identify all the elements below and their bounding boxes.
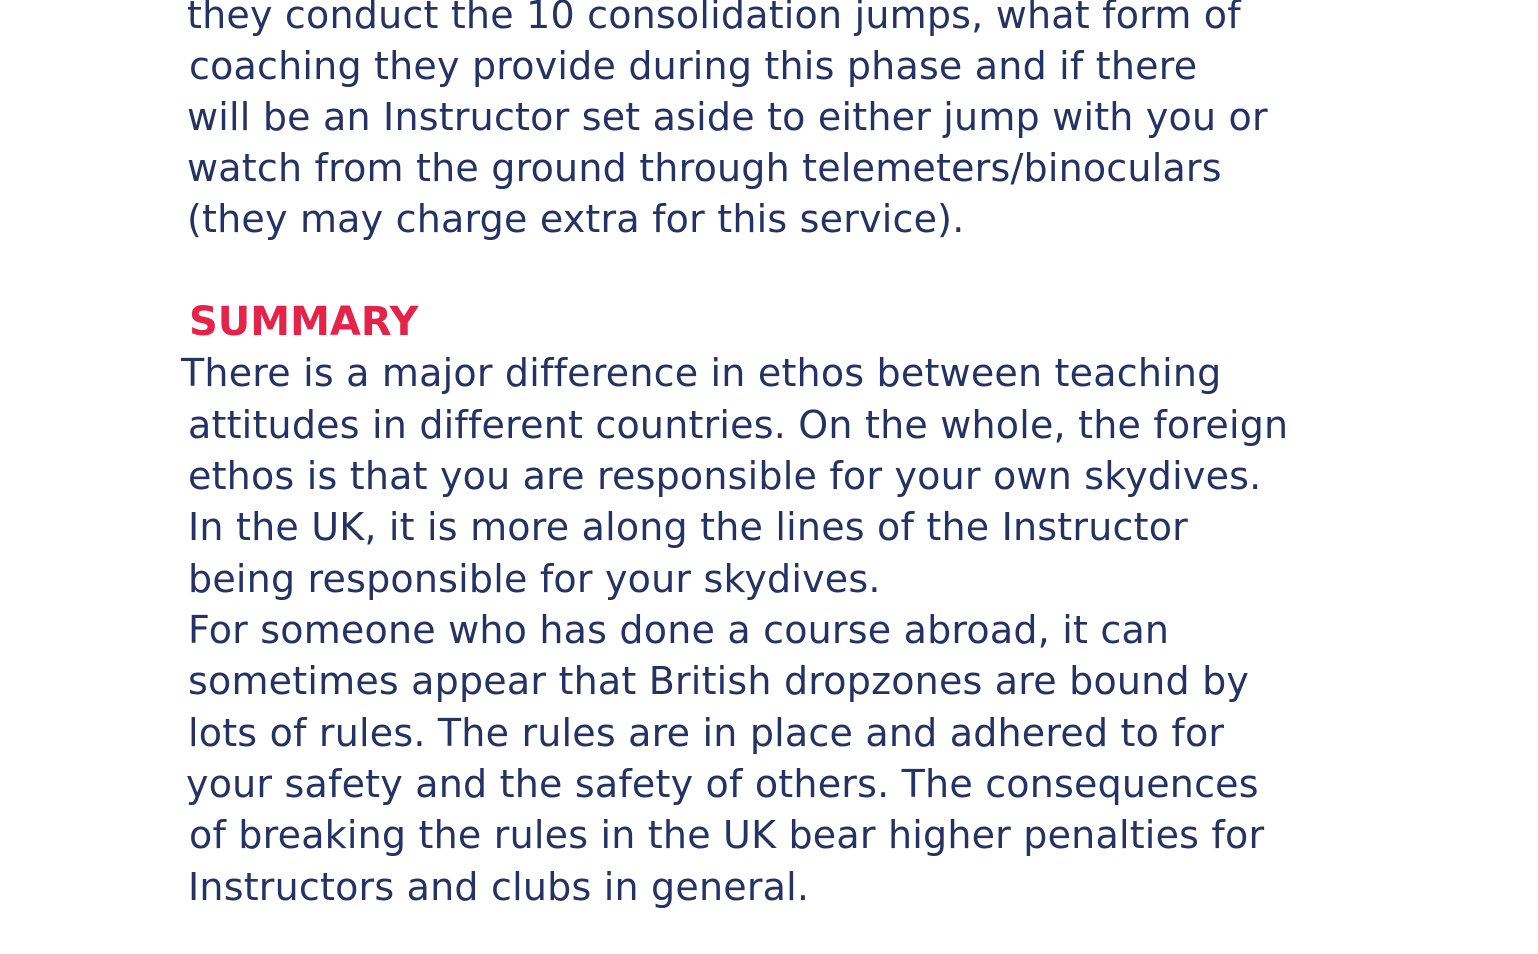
summary-paragraph2-line: lots of rules. The rules are in place and adhered to for	[188, 711, 1225, 755]
summary-paragraph2-line: sometimes appear that British dropzones are bound by	[188, 659, 1250, 703]
summary-paragraph2-line: your safety and the safety of others. The consequences	[186, 762, 1259, 806]
intro-line: watch from the ground through telemeters/binoculars	[187, 146, 1222, 190]
intro-line: will be an Instructor set aside to either jump with you or	[187, 95, 1268, 139]
intro-line: coaching they provide during this phase and if there	[189, 44, 1198, 88]
intro-line: (they may charge extra for this service).	[187, 197, 965, 241]
summary-paragraph2-line: Instructors and clubs in general.	[188, 865, 810, 909]
summary-paragraph1-line: attitudes in different countries. On the whole, the foreign	[188, 403, 1289, 447]
summary-paragraph1-line: There is a major difference in ethos between teaching	[181, 351, 1222, 395]
summary-heading: SUMMARY	[189, 299, 419, 345]
summary-paragraph1-line: ethos is that you are responsible for your own skydives.	[188, 454, 1262, 498]
summary-paragraph1-line: In the UK, it is more along the lines of the Instructor	[188, 505, 1188, 549]
summary-paragraph2-line: For someone who has done a course abroad, it can	[188, 608, 1170, 652]
intro-line: they conduct the 10 consolidation jumps, what form of	[187, 0, 1241, 37]
summary-paragraph2-line: of breaking the rules in the UK bear higher penalties for	[189, 813, 1265, 857]
summary-paragraph1-line: being responsible for your skydives.	[188, 557, 881, 601]
